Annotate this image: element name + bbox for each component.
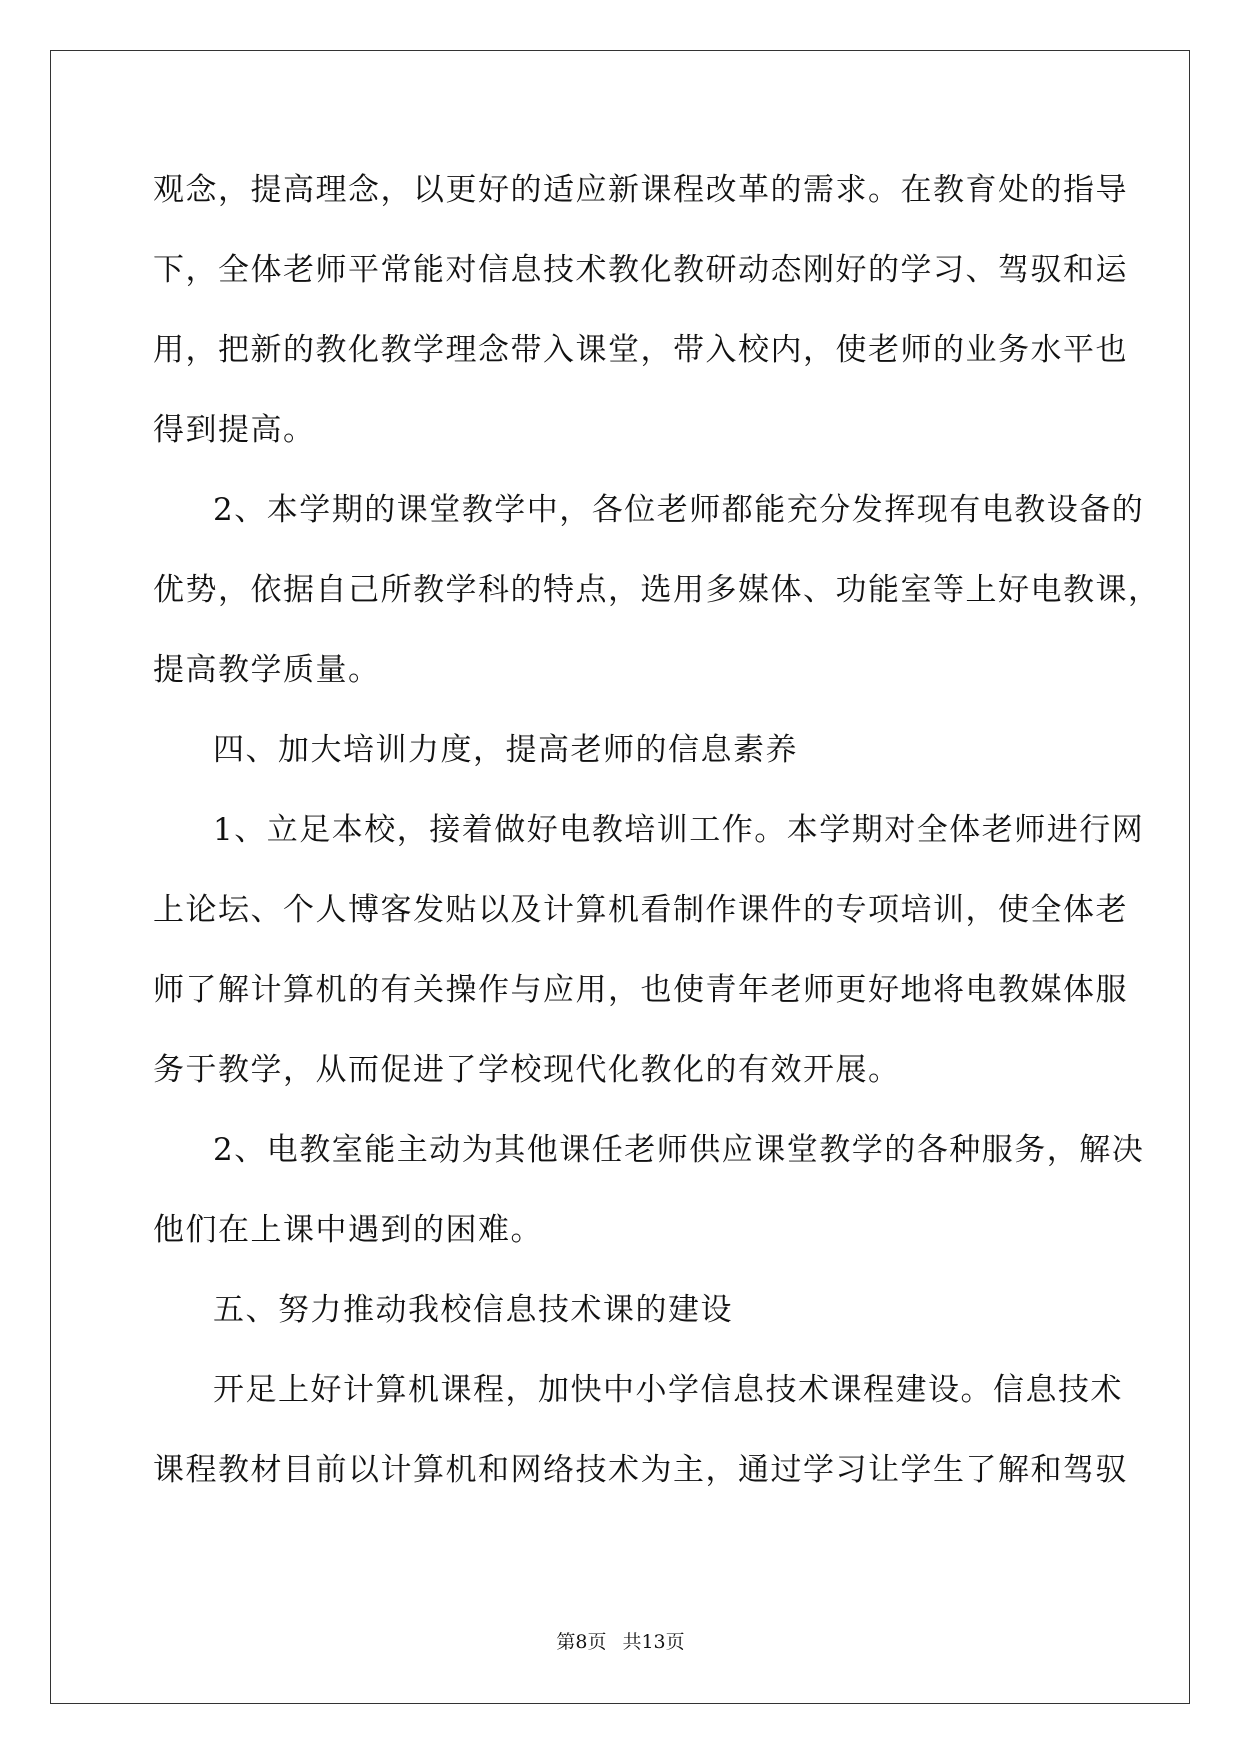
page-footer xyxy=(0,1630,1241,1654)
text-line: 优势，依据自己所教学科的特点，选用多媒体、功能室等上好电教课， xyxy=(153,572,1161,608)
text-line: 得到提高。 xyxy=(153,412,316,448)
text-line: 用，把新的教化教学理念带入课堂，带入校内，使老师的业务水平也 xyxy=(153,332,1128,368)
text-line: 下，全体老师平常能对信息技术教化教研动态刚好的学习、驾驭和运 xyxy=(153,252,1128,288)
text-line: 上论坛、个人博客发贴以及计算机看制作课件的专项培训，使全体老 xyxy=(153,892,1128,928)
text-line: 1、立足本校，接着做好电教培训工作。本学期对全体老师进行网 xyxy=(213,812,1145,848)
page-total: 共13页 xyxy=(622,1631,685,1653)
page-number: 第8页 xyxy=(556,1631,607,1653)
text-line: 提高教学质量。 xyxy=(153,652,381,688)
text-line: 2、本学期的课堂教学中，各位老师都能充分发挥现有电教设备的 xyxy=(213,492,1145,528)
text-line: 师了解计算机的有关操作与应用，也使青年老师更好地将电教媒体服 xyxy=(153,972,1128,1008)
text-line: 开足上好计算机课程，加快中小学信息技术课程建设。信息技术 xyxy=(213,1372,1123,1408)
text-line: 观念，提高理念，以更好的适应新课程改革的需求。在教育处的指导 xyxy=(153,172,1128,208)
section-heading: 五、努力推动我校信息技术课的建设 xyxy=(213,1292,733,1328)
text-line: 务于教学，从而促进了学校现代化教化的有效开展。 xyxy=(153,1052,901,1088)
section-heading: 四、加大培训力度，提高老师的信息素养 xyxy=(213,732,798,768)
text-line: 他们在上课中遇到的困难。 xyxy=(153,1212,543,1248)
text-line: 2、电教室能主动为其他课任老师供应课堂教学的各种服务，解决 xyxy=(213,1132,1145,1168)
text-line: 课程教材目前以计算机和网络技术为主，通过学习让学生了解和驾驭 xyxy=(153,1452,1128,1488)
